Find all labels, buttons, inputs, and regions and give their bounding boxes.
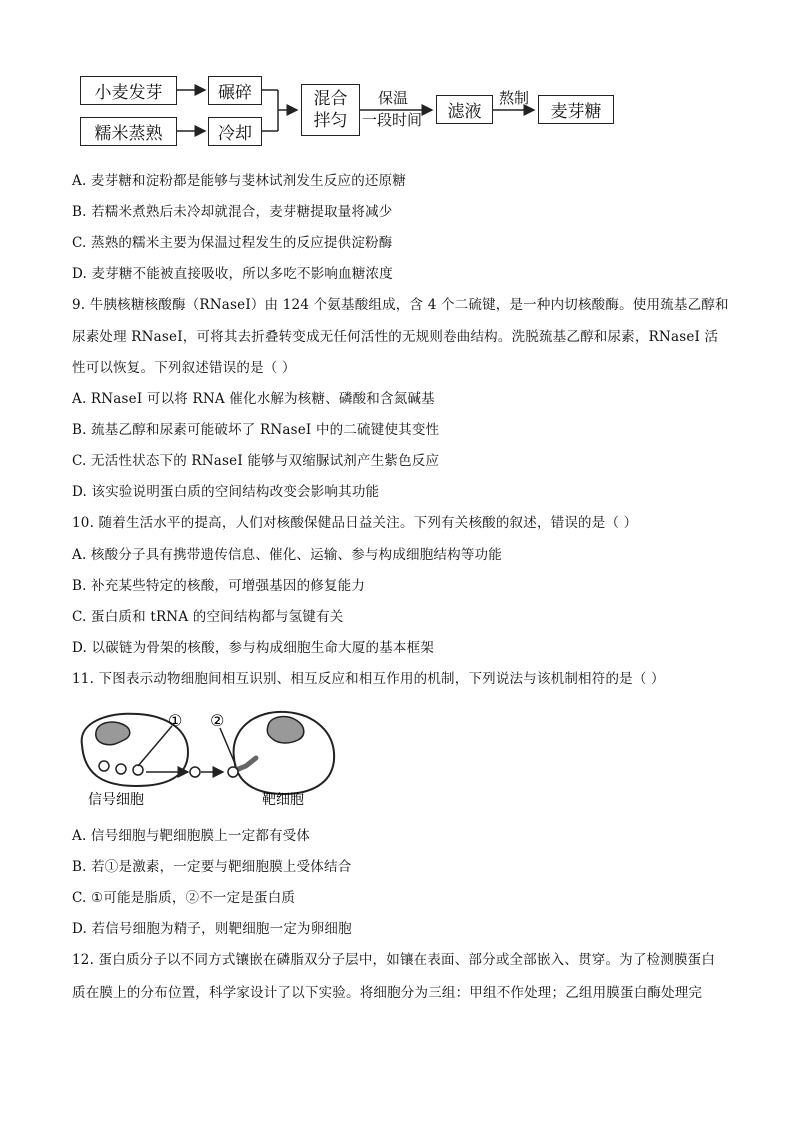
q9-option-c: C. 无活性状态下的 RNaseI 能够与双缩脲试剂产生紫色反应 xyxy=(72,453,440,469)
q9-stem-line-2: 尿素处理 RNaseI，可将其去折叠转变成无任何活性的无规则卷曲结构。洗脱巯基乙醇和尿素，RNaseI 活 xyxy=(72,329,719,345)
signal-molecule xyxy=(190,767,200,777)
target-cell xyxy=(228,712,334,794)
q10-stem: 10. 随着生活水平的提高，人们对核酸保健品日益关注。下列有关核酸的叙述，错误的是（ ） xyxy=(72,515,638,531)
q12-stem-line-2: 质在膜上的分布位置，科学家设计了以下实验。将细胞分为三组：甲组不作处理；乙组用膜蛋白酶处理完 xyxy=(72,985,703,1001)
q10-option-d: D. 以碳链为骨架的核酸，参与构成细胞生命大厦的基本框架 xyxy=(72,640,435,656)
q11-option-a: A. 信号细胞与靶细胞膜上一定都有受体 xyxy=(72,828,311,844)
vesicle xyxy=(116,764,126,774)
q10-option-c: C. 蛋白质和 tRNA 的空间结构都与氢键有关 xyxy=(72,609,344,625)
steamed-rice-box: 糯米蒸熟 xyxy=(80,117,177,146)
q9-stem-line-1: 9. 牛胰核糖核酸酶（RNaseI）由 124 个氨基酸组成，含 4 个二硫键，是一种内切核酸酶。使用巯基乙醇和 xyxy=(72,297,729,313)
q10-option-a: A. 核酸分子具有携带遗传信息、催化、运输、参与构成细胞结构等功能 xyxy=(72,547,502,563)
keep-warm-label: 保温 xyxy=(378,89,409,107)
q8-option-a: A. 麦芽糖和淀粉都是能够与斐林试剂发生反应的还原糖 xyxy=(72,173,407,189)
mix-label-1: 混合 xyxy=(313,89,348,109)
q9-option-b: B. 巯基乙醇和尿素可能破坏了 RNaseI 中的二硫键使其变性 xyxy=(72,422,440,438)
mix-box xyxy=(301,84,360,136)
period-label: 一段时间 xyxy=(362,111,423,129)
vesicle xyxy=(99,761,109,771)
cell-signaling-diagram xyxy=(0,700,794,820)
q11-option-c: C. ①可能是脂质，②不一定是蛋白质 xyxy=(72,890,296,906)
q11-option-d: D. 若信号细胞为精子，则靶细胞一定为卵细胞 xyxy=(72,921,352,937)
crush-box: 碾碎 xyxy=(208,76,262,105)
maltose-box: 麦芽糖 xyxy=(538,95,614,124)
q8-option-b: B. 若糯米煮熟后未冷却就混合，麦芽糖提取量将减少 xyxy=(72,204,393,220)
boil-label: 熬制 xyxy=(499,89,530,107)
label-1: ① xyxy=(168,711,183,730)
wheat-sprout-box: 小麦发芽 xyxy=(80,76,177,105)
vesicle xyxy=(133,765,143,775)
signal-cell-label: 信号细胞 xyxy=(88,792,144,808)
q8-option-d: D. 麦芽糖不能被直接吸收，所以多吃不影响血糖浓度 xyxy=(72,266,393,282)
label-2: ② xyxy=(210,711,225,730)
mix-label-2: 拌匀 xyxy=(313,111,348,131)
q9-option-a: A. RNaseI 可以将 RNA 催化水解为核糖、磷酸和含氮碱基 xyxy=(72,391,435,407)
q10-option-b: B. 补充某些特定的核酸，可增强基因的修复能力 xyxy=(72,578,366,594)
q11-stem: 11. 下图表示动物细胞间相互识别、相互反应和相互作用的机制，下列说法与该机制相符的是（ ） xyxy=(72,671,665,687)
q9-option-d: D. 该实验说明蛋白质的空间结构改变会影响其功能 xyxy=(72,484,380,500)
q9-stem-line-3: 性可以恢复。下列叙述错误的是（ ） xyxy=(72,360,296,376)
filtrate-box: 滤液 xyxy=(436,95,493,124)
target-cell-label: 靶细胞 xyxy=(262,792,304,808)
q11-option-b: B. 若①是激素，一定要与靶细胞膜上受体结合 xyxy=(72,859,352,875)
q12-stem-line-1: 12. 蛋白质分子以不同方式镶嵌在磷脂双分子层中，如镶在表面、部分或全部嵌入、贯穿。为了检测膜蛋白 xyxy=(72,952,716,968)
q8-option-c: C. 蒸熟的糯米主要为保温过程发生的反应提供淀粉酶 xyxy=(72,235,393,251)
cool-box: 冷却 xyxy=(208,117,262,146)
